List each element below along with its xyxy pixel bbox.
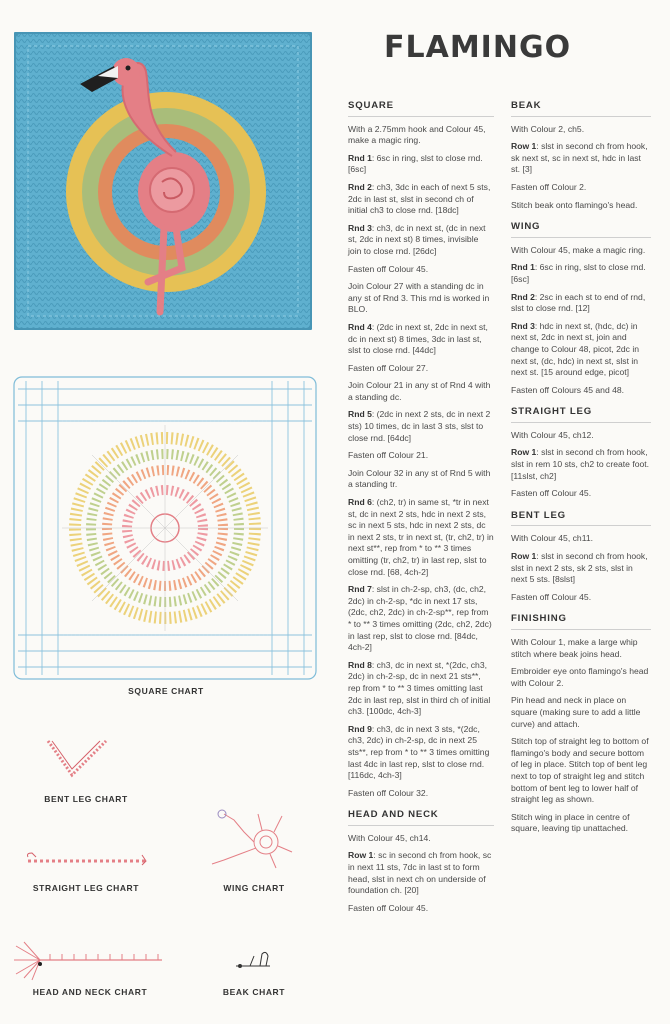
head-and-neck-chart — [10, 940, 166, 982]
wing-rnd2: Rnd 2: 2sc in each st to end of rnd, slst to close rnd. [12] — [511, 291, 646, 314]
flamingo-square-photo — [14, 32, 312, 330]
straight-heading: STRAIGHT LEG — [511, 406, 651, 423]
finishing-p3: Pin head and neck in place on square (making sure to add a little curve) and attach. — [511, 695, 641, 729]
straight-row1: Row 1: slst in second ch from hook, slst in rem 10 sts, ch2 to create foot. [11slst, ch2] — [511, 447, 650, 481]
wing-heading: WING — [511, 221, 651, 238]
square-fasten-27: Fasten off Colour 27. — [348, 362, 429, 373]
bent-intro: With Colour 45, ch11. — [511, 533, 593, 544]
wing-rnd3: Rnd 3: hdc in next st, (hdc, dc) in next st, 2dc in next st, join and change to Colour 48, picot, 2dc in next st, (dc, hdc) in next st, slst in next st. [15 around edge, picot] — [511, 320, 640, 378]
square-fasten-45: Fasten off Colour 45. — [348, 263, 429, 274]
wing-rnd1: Rnd 1: 6sc in ring, slst to close rnd. [6sc] — [511, 262, 646, 284]
bent-heading: BENT LEG — [511, 510, 651, 527]
wing-chart — [204, 806, 298, 872]
head-fasten: Fasten off Colour 45. — [348, 902, 429, 913]
page-title: FLAMINGO — [384, 30, 572, 65]
section-finishing — [511, 613, 651, 835]
square-join-32: Join Colour 32 in any st of Rnd 5 with a standing tr. — [348, 467, 491, 490]
finishing-p2: Embroider eye onto flamingo's head with Colour 2. — [511, 666, 649, 688]
bent-fasten: Fasten off Colour 45. — [511, 591, 592, 602]
square-rnd9: Rnd 9: ch3, dc in next 3 sts, *(2dc, ch3, 2dc) in ch-2-sp, dc in next 25 sts**, rep from * to ** 3 times omitting last 4dc in last rep, slst to close rnd. [116dc, 4ch-3] — [348, 723, 490, 781]
column-parts — [511, 100, 651, 845]
bent-leg-chart — [44, 735, 114, 785]
wing-fasten: Fasten off Colours 45 and 48. — [511, 384, 625, 395]
section-straight-leg — [511, 406, 651, 500]
square-chart-caption: SQUARE CHART — [128, 686, 204, 696]
section-wing — [511, 221, 651, 396]
straight-leg-chart-caption: STRAIGHT LEG CHART — [32, 883, 140, 893]
head-heading: HEAD AND NECK — [348, 809, 494, 826]
square-intro: With a 2.75mm hook and Colour 45, make a magic ring. — [348, 123, 486, 146]
beak-intro: With Colour 2, ch5. — [511, 123, 585, 134]
section-beak — [511, 100, 651, 211]
square-rnd6: Rnd 6: (ch2, tr) in same st, *tr in next st, dc in next 2 sts, hdc in next 2 sts, sc in next 5 sts, hdc in next 2 sts, dc in next 2 sts, tr in next st, (tr, ch2, tr) in next st**, rep from * to ** 3 times omitting (tr, ch2, tr) in last rep, slst to close rnd. [68, 4ch-2] — [348, 497, 494, 577]
square-chart — [12, 375, 318, 681]
beak-fasten: Fasten off Colour 2. — [511, 181, 587, 192]
finishing-p4: Stitch top of straight leg to bottom of flamingo's body and secure bottom of leg in place. Stitch top of bent leg next to top of straight leg and stitch bottom of bent leg to lower half of straight leg as shown. — [511, 736, 649, 805]
finishing-p5: Stitch wing in place in centre of square, leaving tip unattached. — [511, 811, 630, 834]
square-rnd3: Rnd 3: ch3, dc in next st, (dc in next st, 2dc in next st) 8 times, invisible join to close rnd. [26dc] — [348, 222, 486, 256]
bent-leg-chart-caption: BENT LEG CHART — [44, 794, 128, 804]
square-rnd7: Rnd 7: slst in ch-2-sp, ch3, (dc, ch2, 2dc) in ch-2-sp, *dc in next 17 sts, (2dc, ch2, 2dc) in ch-2-sp**, rep from * to ** 3 times omitting (2dc, ch2, 2dc) in last rep, slst to close rnd. [84dc, 4ch-2] — [348, 584, 492, 653]
square-join-27: Join Colour 27 with a standing dc in any st of Rnd 3. This rnd is worked in BLO. — [348, 281, 490, 315]
wing-intro: With Colour 45, make a magic ring. — [511, 244, 646, 255]
straight-intro: With Colour 45, ch12. — [511, 429, 594, 440]
head-intro: With Colour 45, ch14. — [348, 832, 431, 843]
square-fasten-21: Fasten off Colour 21. — [348, 450, 429, 461]
square-rnd1: Rnd 1: 6sc in ring, slst to close rnd. [6sc] — [348, 152, 483, 175]
section-head-and-neck — [348, 809, 494, 914]
beak-chart — [232, 948, 274, 974]
head-row1: Row 1: sc in second ch from hook, sc in next 11 sts, 7dc in last st to form head, slst in next ch on underside of foundation ch. [20] — [348, 850, 492, 896]
beak-chart-caption: BEAK CHART — [222, 987, 286, 997]
finishing-heading: FINISHING — [511, 613, 651, 630]
column-square — [348, 100, 494, 924]
beak-stitch: Stitch beak onto flamingo's head. — [511, 199, 638, 210]
square-rnd4: Rnd 4: (2dc in next st, 2dc in next st, dc in next st) 8 times, 3dc in last st, slst to close rnd. [44dc] — [348, 321, 488, 356]
head-and-neck-chart-caption: HEAD AND NECK CHART — [32, 987, 148, 997]
beak-row1: Row 1: slst in second ch from hook, sk next st, sc in next st, hdc in last st. [3] — [511, 141, 648, 175]
square-fasten-32: Fasten off Colour 32. — [348, 787, 429, 798]
section-square — [348, 100, 494, 799]
wing-chart-caption: WING CHART — [223, 883, 285, 893]
square-heading: SQUARE — [348, 100, 494, 117]
section-bent-leg — [511, 510, 651, 604]
straight-leg-chart — [24, 849, 150, 869]
square-rnd5: Rnd 5: (2dc in next 2 sts, dc in next 2 sts) 10 times, dc in last 3 sts, slst to close rnd. [64dc] — [348, 409, 491, 443]
finishing-p1: With Colour 1, make a large whip stitch where beak joins head. — [511, 637, 638, 659]
bent-row1: Row 1: slst in second ch from hook, slst in next 2 sts, sk 2 sts, slst in next 5 sts. [8slst] — [511, 551, 648, 585]
straight-fasten: Fasten off Colour 45. — [511, 488, 592, 499]
beak-heading: BEAK — [511, 100, 651, 117]
square-rnd2: Rnd 2: ch3, 3dc in each of next 5 sts, 2dc in last st, slst in second ch of initial ch3 to close rnd. [18dc] — [348, 181, 491, 216]
square-join-21: Join Colour 21 in any st of Rnd 4 with a standing dc. — [348, 380, 491, 402]
square-rnd8: Rnd 8: ch3, dc in next st, *(2dc, ch3, 2dc) in ch-2-sp, dc in next 21 sts**, rep from * to ** 3 times omitting last 2dc in last rep, slst in third ch of initial ch3. [100dc, 4ch-3] — [348, 659, 491, 717]
